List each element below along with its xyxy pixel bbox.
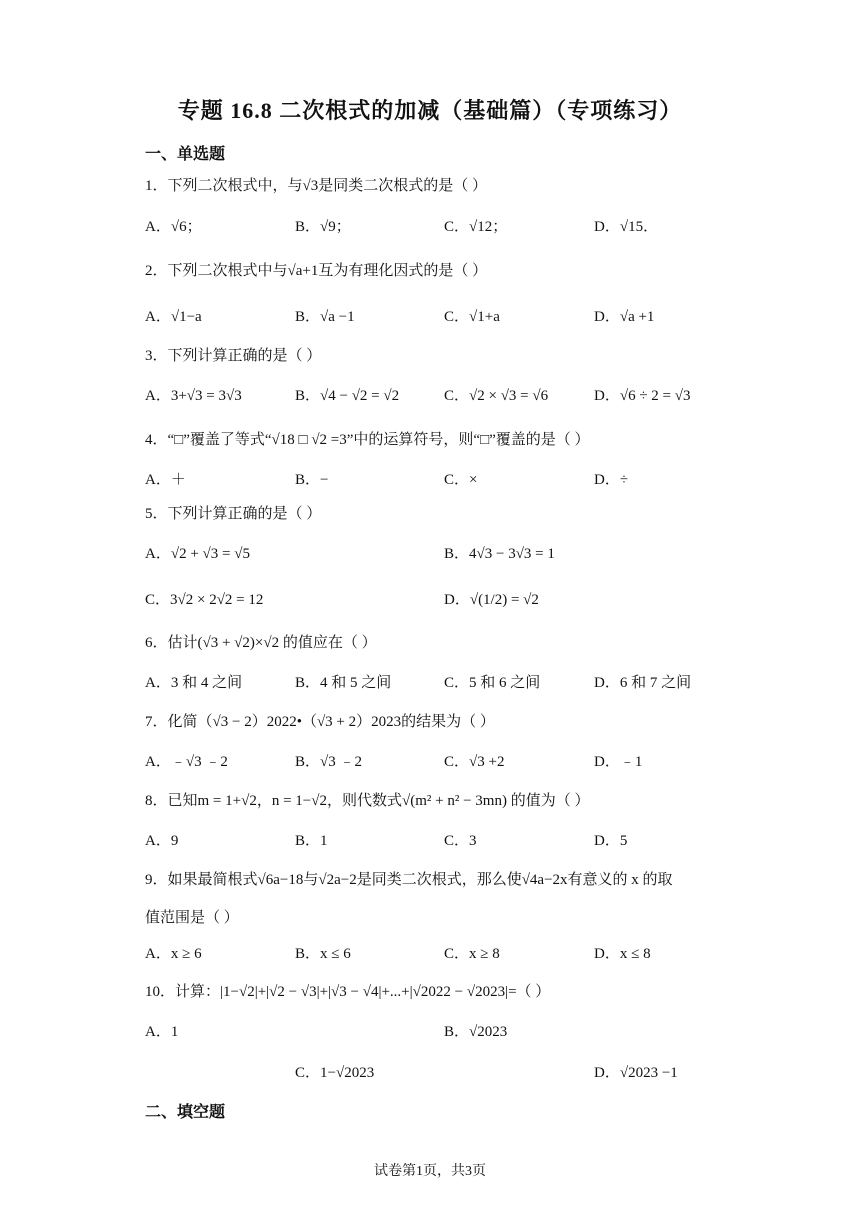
question-2-option-c[interactable]: C．√1+a (444, 309, 500, 325)
question-3-option-d[interactable]: D．√6 ÷ 2 = √3 (594, 388, 691, 404)
question-3-option-c[interactable]: C．√2 × √3 = √6 (444, 388, 549, 404)
question-4-stem: 4．“□”覆盖了等式“√18 □ √2 =3”中的运算符号，则“□”覆盖的是（ ） (145, 432, 590, 448)
section-heading-single-choice: 一、单选题 (145, 146, 226, 163)
question-4-option-b[interactable]: B．− (295, 472, 329, 488)
question-3-option-a[interactable]: A．3+√3 = 3√3 (145, 388, 242, 404)
question-8-option-d[interactable]: D．5 (594, 833, 628, 849)
question-8-option-c[interactable]: C．3 (444, 833, 477, 849)
question-7-option-c[interactable]: C．√3 +2 (444, 754, 505, 770)
question-8-option-b[interactable]: B．1 (295, 833, 328, 849)
question-5-stem: 5．下列计算正确的是（ ） (145, 506, 322, 522)
question-4-option-c[interactable]: C．× (444, 472, 478, 488)
question-2-option-a[interactable]: A．√1−a (145, 309, 202, 325)
question-6-option-b[interactable]: B．4 和 5 之间 (295, 675, 392, 691)
question-1-option-a[interactable]: A．√6； (145, 219, 202, 235)
question-4-option-a[interactable]: A．＋ (145, 472, 186, 488)
question-8-stem: 8．已知m = 1+√2，n = 1−√2，则代数式√(m² + n² − 3mn) 的值为（ ） (145, 793, 590, 809)
question-1-stem: 1．下列二次根式中，与√3是同类二次根式的是（ ） (145, 178, 487, 194)
section-heading-fill-in: 二、填空题 (145, 1104, 226, 1121)
question-1-option-b[interactable]: B．√9； (295, 219, 351, 235)
question-3-stem: 3．下列计算正确的是（ ） (145, 348, 322, 364)
question-5-option-b[interactable]: B．4√3 − 3√3 = 1 (444, 546, 555, 562)
question-1-option-c[interactable]: C．√12； (444, 219, 508, 235)
question-10-option-d[interactable]: D．√2023 −1 (594, 1065, 678, 1081)
question-6-stem: 6．估计(√3 + √2)×√2 的值应在（ ） (145, 635, 377, 651)
question-2-option-d[interactable]: D．√a +1 (594, 309, 655, 325)
question-9-option-b[interactable]: B．x ≤ 6 (295, 946, 351, 962)
question-9-stem-line2: 值范围是（ ） (145, 910, 239, 926)
question-6-option-d[interactable]: D．6 和 7 之间 (594, 675, 692, 691)
page-title: 专题 16.8 二次根式的加减（基础篇）（专项练习） (177, 98, 683, 123)
question-6-option-c[interactable]: C．5 和 6 之间 (444, 675, 541, 691)
question-3-option-b[interactable]: B．√4 − √2 = √2 (295, 388, 400, 404)
question-9-option-c[interactable]: C．x ≥ 8 (444, 946, 500, 962)
question-7-option-d[interactable]: D．﹣1 (594, 754, 643, 770)
question-7-stem: 7．化简（√3 − 2）2022•（√3 + 2）2023的结果为（ ） (145, 714, 495, 730)
question-7-option-b[interactable]: B．√3 ﹣2 (295, 754, 362, 770)
question-10-option-b[interactable]: B．√2023 (444, 1024, 508, 1040)
question-9-stem: 9．如果最简根式√6a−18与√2a−2是同类二次根式，那么使√4a−2x有意义的 x 的取 (145, 872, 673, 888)
question-2-option-b[interactable]: B．√a −1 (295, 309, 355, 325)
question-9-option-a[interactable]: A．x ≥ 6 (145, 946, 202, 962)
question-8-option-a[interactable]: A．9 (145, 833, 179, 849)
question-9-option-d[interactable]: D．x ≤ 8 (594, 946, 651, 962)
question-10-option-c[interactable]: C．1−√2023 (295, 1065, 375, 1081)
question-2-stem: 2．下列二次根式中与√a+1互为有理化因式的是（ ） (145, 263, 488, 279)
question-10-stem: 10．计算：|1−√2|+|√2 − √3|+|√3 − √4|+...+|√2022 − √2023|=（ ） (145, 984, 551, 1000)
question-4-option-d[interactable]: D．÷ (594, 472, 629, 488)
question-7-option-a[interactable]: A．﹣√3 ﹣2 (145, 754, 228, 770)
question-1-option-d[interactable]: D．√15． (594, 219, 659, 235)
question-5-option-d[interactable]: D．√(1/2) = √2 (444, 592, 539, 608)
page-footer: 试卷第1页，共3页 (374, 1164, 486, 1179)
question-5-option-a[interactable]: A．√2 + √3 = √5 (145, 546, 250, 562)
question-10-option-a[interactable]: A．1 (145, 1024, 179, 1040)
question-6-option-a[interactable]: A．3 和 4 之间 (145, 675, 243, 691)
question-5-option-c[interactable]: C．3√2 × 2√2 = 12 (145, 592, 264, 608)
